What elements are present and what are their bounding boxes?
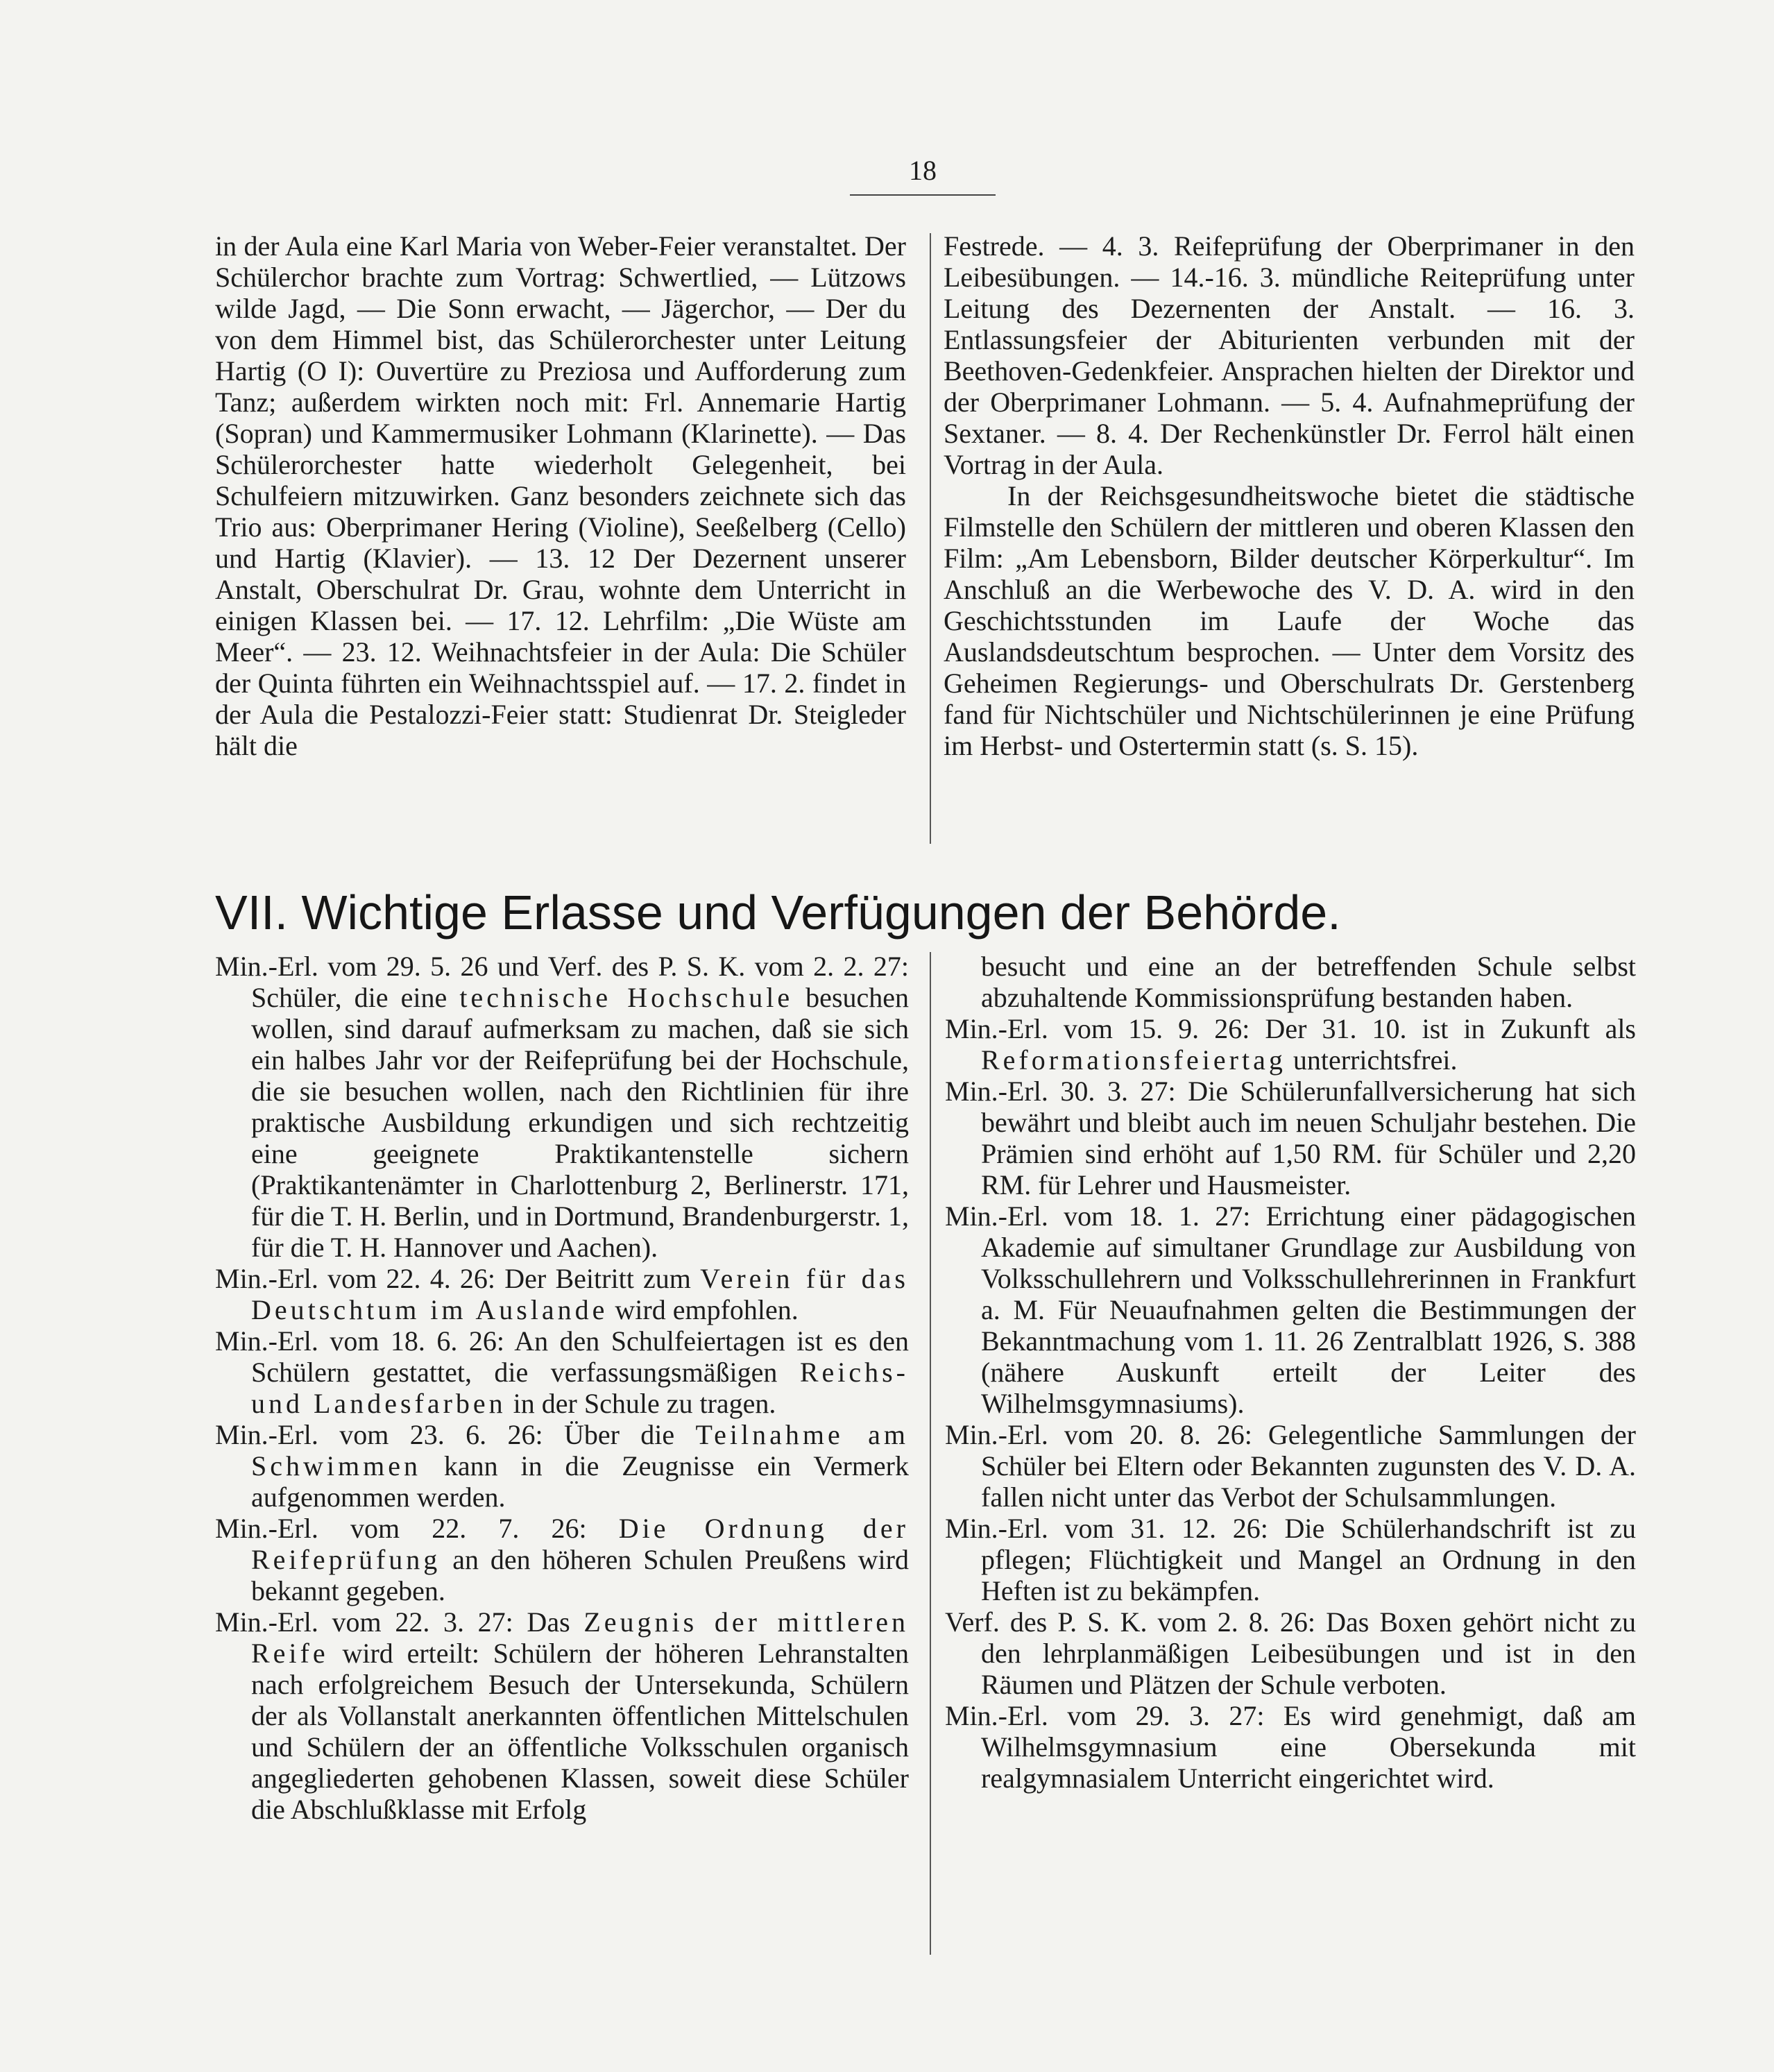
decree-entry: Min.-Erl. vom 29. 3. 27: Es wird genehmigt, daß am Wilhelmsgymnasium eine Obersekunda mit realgymnasialem Unterricht eingerichtet wird.	[945, 1700, 1636, 1794]
column-divider-bottom	[930, 952, 931, 1955]
decree-entry: Min.-Erl. vom 31. 12. 26: Die Schülerhandschrift ist zu pflegen; Flüchtigkeit und Mangel an Ordnung in den Heften ist zu bekämpfen.	[945, 1513, 1636, 1606]
paragraph: In der Reichsgesundheitswoche bietet die städtische Filmstelle den Schülern der mittleren und oberen Klassen den Film: „Am Lebensborn, Bilder deutscher Körperkultur“. Im Anschluß an die Werbewoche des V. D. A. wird in den Geschichtsstunden im Laufe der Woche das Auslandsdeutschtum besprochen. — Unter dem Vorsitz des Geheimen Regierungs- und Oberschulrats Dr. Gerstenberg fand für Nichtschüler und Nichtschülerinnen je eine Prüfung im Herbst- und Ostertermin statt (s. S. 15).	[944, 480, 1635, 761]
decree-entry: Min.-Erl. vom 22. 4. 26: Der Beitritt zum Verein für das Deutschtum im Auslande wird empfohlen.	[215, 1263, 909, 1325]
paragraph: Festrede. — 4. 3. Reifeprüfung der Oberprimaner in den Leibesübungen. — 14.-16. 3. mündliche Reiteprüfung unter Leitung des Dezernenten der Anstalt. — 16. 3. Entlassungsfeier der Abiturienten verbunden mit der Beethoven-Gedenkfeier. Ansprachen hielten der Direktor und der Oberprimaner Lohmann. — 5. 4. Aufnahmeprüfung der Sextaner. — 8. 4. Der Rechenkünstler Dr. Ferrol hält einen Vortrag in der Aula.	[944, 230, 1635, 480]
page-number-rule	[850, 194, 996, 196]
column-divider-top	[930, 233, 931, 844]
decree-entry: Min.-Erl. vom 18. 6. 26: An den Schulfeiertagen ist es den Schülern gestattet, die verfassungsmäßigen Reichs- und Landesfarben in der Schule zu tragen.	[215, 1325, 909, 1419]
paragraph: in der Aula eine Karl Maria von Weber-Feier veranstaltet. Der Schülerchor brachte zum Vortrag: Schwertlied, — Lützows wilde Jagd, — Die Sonn erwacht, — Jägerchor, — Der du von dem Himmel bist, das Schülerorchester unter Leitung Hartig (O I): Ouvertüre zu Preziosa und Aufforderung zum Tanz; außerdem wirkten noch mit: Frl. Annemarie Hartig (Sopran) und Kammermusiker Lohmann (Klarinette). — Das Schülerorchester hatte wiederholt Gelegenheit, bei Schulfeiern mitzuwirken. Ganz besonders zeichnete sich das Trio aus: Oberprimaner Hering (Violine), Seeßelberg (Cello) und Hartig (Klavier). — 13. 12 Der Dezernent unserer Anstalt, Oberschulrat Dr. Grau, wohnte dem Unterricht in einigen Klassen bei. — 17. 12. Lehrfilm: „Die Wüste am Meer“. — 23. 12. Weihnachtsfeier in der Aula: Die Schüler der Quinta führten ein Weihnachtsspiel auf. — 17. 2. findet in der Aula die Pestalozzi-Feier statt: Studienrat Dr. Steigleder hält die	[215, 230, 906, 761]
section-heading: VII. Wichtige Erlasse und Verfügungen der Behörde.	[215, 885, 1341, 940]
top-right-column	[944, 230, 1635, 761]
decree-entry: Min.-Erl. vom 18. 1. 27: Errichtung einer pädagogischen Akademie auf simultaner Grundlage zur Ausbildung von Volksschullehrern und Volksschullehrerinnen in Frankfurt a. M. Für Neuaufnahmen gelten die Bestimmungen der Bekanntmachung vom 1. 11. 26 Zentralblatt 1926, S. 388 (nähere Auskunft erteilt der Leiter des Wilhelmsgymnasiums).	[945, 1200, 1636, 1419]
decree-entry: Verf. des P. S. K. vom 2. 8. 26: Das Boxen gehört nicht zu den lehrplanmäßigen Leibesübungen und ist in den Räumen und Plätzen der Schule verboten.	[945, 1606, 1636, 1700]
decree-entry: Min.-Erl. vom 22. 3. 27: Das Zeugnis der mittleren Reife wird erteilt: Schülern der höheren Lehranstalten nach erfolgreichem Besuch der Untersekunda, Schülern der als Vollanstalt anerkannten öffentlichen Mittelschulen und Schülern der an öffentliche Volksschulen organisch angegliederten gehobenen Klassen, soweit diese Schüler die Abschlußklasse mit Erfolg	[215, 1606, 909, 1825]
top-left-column	[215, 230, 906, 761]
decrees-left-column	[215, 951, 909, 1825]
decree-entry: Min.-Erl. vom 20. 8. 26: Gelegentliche Sammlungen der Schüler bei Eltern oder Bekannten zugunsten des V. D. A. fallen nicht unter das Verbot der Schulsammlungen.	[945, 1419, 1636, 1513]
decree-entry: Min.-Erl. vom 22. 7. 26: Die Ordnung der Reifeprüfung an den höheren Schulen Preußens wird bekannt gegeben.	[215, 1513, 909, 1606]
decree-entry: Min.-Erl. vom 23. 6. 26: Über die Teilnahme am Schwimmen kann in die Zeugnisse ein Vermerk aufgenommen werden.	[215, 1419, 910, 1513]
decree-continuation: besucht und eine an der betreffenden Schule selbst abzuhaltende Kommissionsprüfung bestanden haben.	[981, 951, 1636, 1013]
decree-entry: Min.-Erl. vom 15. 9. 26: Der 31. 10. ist in Zukunft als Reformationsfeiertag unterrichtsfrei.	[945, 1013, 1636, 1076]
page-number: 18	[909, 155, 937, 186]
decree-entry: Min.-Erl. vom 29. 5. 26 und Verf. des P. S. K. vom 2. 2. 27: Schüler, die eine technische Hochschule besuchen wollen, sind darauf aufmerksam zu machen, daß sie sich ein halbes Jahr vor der Reifeprüfung bei der Hochschule, die sie besuchen wollen, nach den Richtlinien für ihre praktische Ausbildung erkundigen und sich rechtzeitig eine geeignete Praktikantenstelle sichern (Praktikantenämter in Charlottenburg 2, Berlinerstr. 171, für die T. H. Berlin, und in Dortmund, Brandenburgerstr. 1, für die T. H. Hannover und Aachen).	[215, 951, 910, 1263]
decrees-right-column	[945, 951, 1636, 1794]
decree-entry: Min.-Erl. 30. 3. 27: Die Schülerunfallversicherung hat sich bewährt und bleibt auch im neuen Schuljahr bestehen. Die Prämien sind erhöht auf 1,50 RM. für Schüler und 2,20 RM. für Lehrer und Hausmeister.	[945, 1076, 1636, 1200]
